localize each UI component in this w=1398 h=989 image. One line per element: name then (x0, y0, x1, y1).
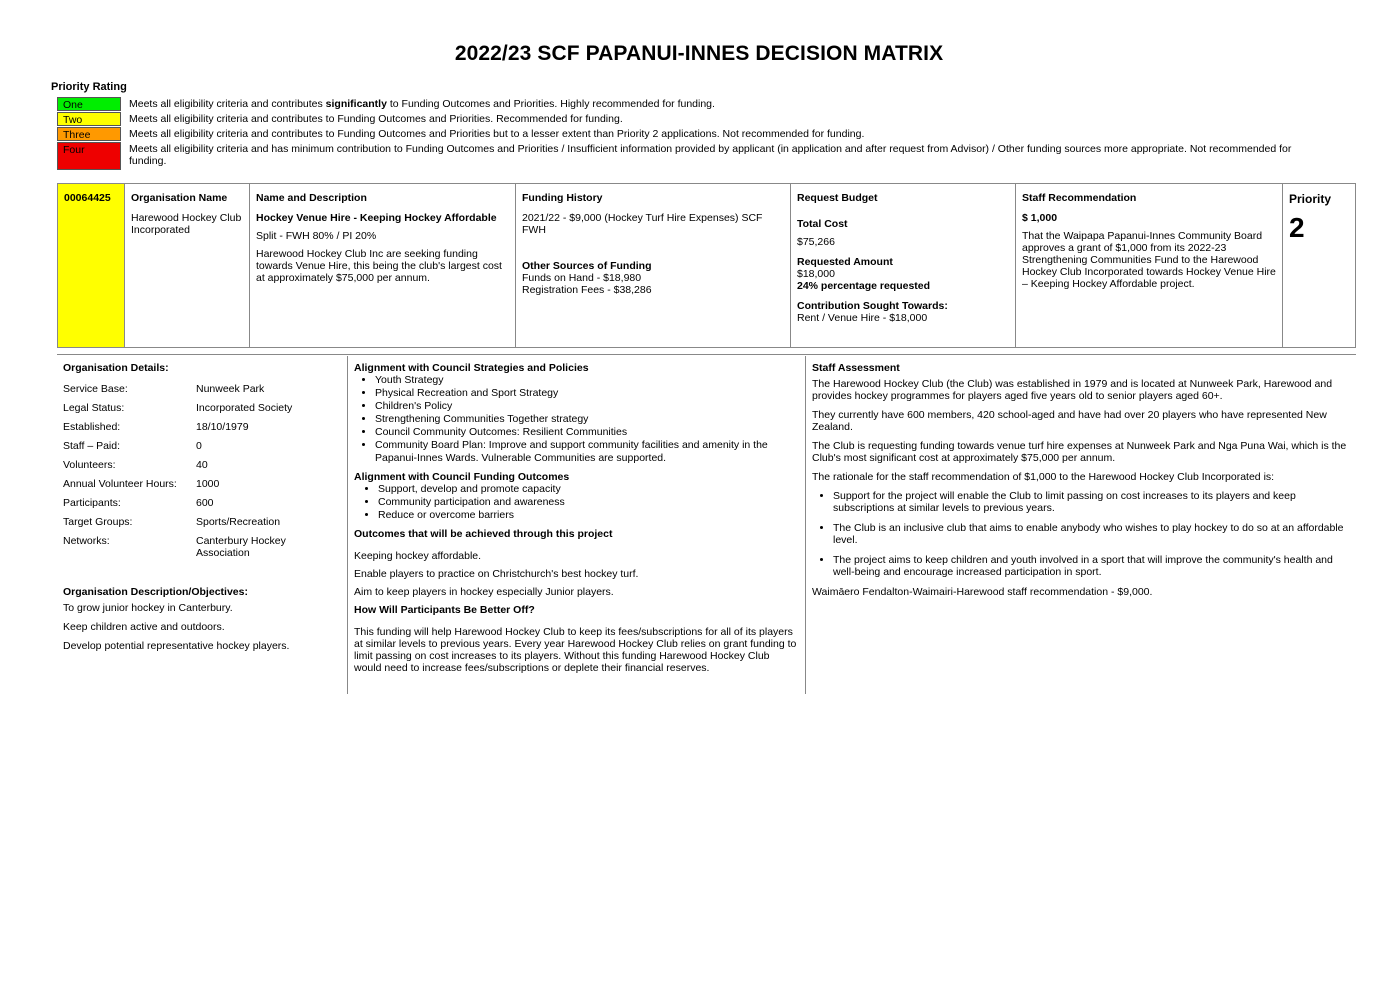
list-item: • Children's Policy (375, 400, 799, 413)
detail-value: 600 (196, 497, 214, 509)
funding-outcomes-heading: Alignment with Council Funding Outcomes (354, 471, 570, 483)
list-item: • Community Board Plan: Improve and support community facilities and amenity in the Papanui-Innes Wards. Vulnerable Communities are supported. (375, 439, 799, 465)
requested-amount-label: Requested Amount (797, 256, 893, 268)
percentage-requested: 24% percentage requested (797, 280, 931, 292)
assessment-paragraph: The rationale for the staff recommendation of $1,000 to the Harewood Hockey Club Incorporated is: (812, 471, 1275, 483)
objective-item: Keep children active and outdoors. (63, 621, 225, 633)
assessment-bullet: • Support for the project will enable the Club to limit passing on cost increases to its players and keep subscriptions at similar levels to previous years. (833, 490, 1350, 514)
request-budget-heading: Request Budget (797, 192, 878, 204)
assessment-paragraph: They currently have 600 members, 420 school-aged and have had over 20 players who have represented New Zealand. (812, 409, 1327, 433)
detail-label: Established: (63, 421, 121, 433)
staff-recommendation-cell (1016, 184, 1283, 347)
priority-value: 2 (1289, 212, 1305, 243)
recommended-amount: $ 1,000 (1022, 212, 1058, 224)
funding-split: Split - FWH 80% / PI 20% (256, 230, 377, 242)
staff-recommendation-heading: Staff Recommendation (1022, 192, 1137, 204)
detail-label: Annual Volunteer Hours: (63, 478, 177, 490)
organisation-name-cell (125, 184, 250, 347)
assessment-bullet: • The Club is an inclusive club that aims to enable anybody who wishes to play hockey to do so at an affordable level. (833, 522, 1350, 546)
other-funding-1: Funds on Hand - $18,980 (522, 272, 642, 284)
detail-value: 1000 (196, 478, 220, 490)
detail-label: Legal Status: (63, 402, 125, 414)
list-item: • Support, develop and promote capacity (378, 483, 799, 496)
list-item: • Strengthening Communities Together strategy (375, 413, 799, 426)
total-cost-label: Total Cost (797, 218, 848, 230)
staff-assessment-heading: Staff Assessment (812, 362, 900, 374)
detail-row (63, 459, 341, 471)
detail-value: Incorporated Society (196, 402, 293, 414)
staff-assessment-closing: Waimāero Fendalton-Waimairi-Harewood staff recommendation - $9,000. (812, 586, 1153, 598)
organisation-details-heading: Organisation Details: (63, 362, 169, 374)
total-cost-value: $75,266 (797, 236, 835, 248)
assessment-section (57, 356, 1356, 694)
priority-row-two (57, 112, 1317, 127)
detail-label: Volunteers: (63, 459, 116, 471)
project-description: Harewood Hockey Club Inc are seeking funding towards Venue Hire, this being the club's largest cost at approximately $75,000 per annum. (256, 248, 502, 284)
other-funding-heading: Other Sources of Funding (522, 260, 652, 272)
application-summary-table (57, 183, 1356, 348)
achieved-item: Enable players to practice on Christchurch's best hockey turf. (354, 568, 639, 580)
objective-item: To grow junior hockey in Canterbury. (63, 602, 233, 614)
request-budget-cell (791, 184, 1016, 347)
priority-desc-three: Meets all eligibility criteria and contributes to Funding Outcomes and Priorities but to a lesser extent than Priority 2 applications. Not recommended for funding. (129, 128, 865, 140)
list-item: • Youth Strategy (375, 374, 799, 387)
name-description-heading: Name and Description (256, 192, 367, 204)
priority-chip-one: One (57, 97, 121, 111)
assessment-paragraph: The Club is requesting funding towards venue turf hire expenses at Nunweek Park and Nga Puna Wai, which is the Club's most significant cost at approximately $75,000 per annum. (812, 440, 1347, 464)
strategies-heading: Alignment with Council Strategies and Policies (354, 362, 589, 374)
funding-history-cell (516, 184, 791, 347)
requested-amount-value: $18,000 (797, 268, 835, 280)
assessment-bullet: • The project aims to keep children and youth involved in a sport that will improve the community's health and well-being and encourage increased participation in sport. (833, 554, 1350, 578)
detail-value: Sports/Recreation (196, 516, 281, 528)
staff-assessment-paragraphs (812, 378, 1350, 483)
project-name: Hockey Venue Hire - Keeping Hockey Affordable (256, 212, 497, 224)
funding-outcomes-list (354, 483, 799, 522)
funding-history-value: 2021/22 - $9,000 (Hockey Turf Hire Expenses) SCF FWH (522, 212, 763, 236)
detail-row (63, 478, 341, 490)
list-item: • Council Community Outcomes: Resilient Communities (375, 426, 799, 439)
priority-row-three (57, 127, 1317, 142)
detail-row (63, 497, 341, 509)
staff-assessment-column (806, 356, 1356, 694)
detail-value: Nunweek Park (196, 383, 265, 395)
priority-desc-two: Meets all eligibility criteria and contributes to Funding Outcomes and Priorities. Recommended for funding. (129, 113, 623, 125)
section-divider (57, 354, 1356, 355)
detail-value: 40 (196, 459, 208, 471)
detail-label: Networks: (63, 535, 110, 547)
contribution-towards-value: Rent / Venue Hire - $18,000 (797, 312, 928, 324)
detail-row (63, 383, 341, 395)
recommendation-text: That the Waipapa Papanui-Innes Community Board approves a grant of $1,000 from its 2022-23 Strengthening Communities Fund to the Harewood Hockey Club Incorporated towards Hockey Venue Hire – Keeping Hockey Affordable project. (1022, 230, 1276, 290)
detail-label: Participants: (63, 497, 121, 509)
priority-desc-four: Meets all eligibility criteria and has minimum contribution to Funding Outcomes and Priorities / Insufficient information provided by applicant (in application and after request from Advisor) / Other funding sources more appropriate. Not recommended for funding. (129, 143, 1292, 167)
list-item: • Physical Recreation and Sport Strategy (375, 387, 799, 400)
priority-heading: Priority (1289, 192, 1332, 206)
achieved-heading: Outcomes that will be achieved through this project (354, 528, 613, 540)
detail-label: Service Base: (63, 383, 128, 395)
list-item: • Community participation and awareness (378, 496, 799, 509)
priority-chip-two: Two (57, 112, 121, 126)
priority-rating-legend (57, 97, 1317, 171)
detail-label: Staff – Paid: (63, 440, 121, 452)
achieved-item: Aim to keep players in hockey especially Junior players. (354, 586, 614, 598)
detail-row (63, 402, 341, 414)
detail-row (63, 440, 341, 452)
organisation-name-heading: Organisation Name (131, 192, 228, 204)
detail-value: 18/10/1979 (196, 421, 249, 433)
priority-chip-three: Three (57, 127, 121, 141)
organisation-name-value: Harewood Hockey Club Incorporated (131, 212, 242, 236)
other-funding-2: Registration Fees - $38,286 (522, 284, 652, 296)
objectives-list (63, 602, 341, 652)
achieved-list (354, 550, 799, 598)
organisation-details-list (63, 383, 341, 559)
detail-value: 0 (196, 440, 202, 452)
assessment-paragraph: The Harewood Hockey Club (the Club) was established in 1979 and is located at Nunweek Park, Harewood and provides hockey programmes for players aged five years old to senior players aged 60+. (812, 378, 1333, 402)
funding-history-heading: Funding History (522, 192, 603, 204)
detail-value: Canterbury Hockey Association (196, 535, 286, 559)
organisation-details-column (57, 356, 348, 694)
name-description-cell (250, 184, 516, 347)
strategies-list (354, 374, 799, 465)
priority-row-one (57, 97, 1317, 112)
achieved-item: Keeping hockey affordable. (354, 550, 482, 562)
staff-assessment-bullets (812, 490, 1350, 578)
priority-row-four (57, 142, 1317, 171)
page-title: 2022/23 SCF PAPANUI-INNES DECISION MATRIX (454, 42, 944, 65)
detail-row (63, 535, 341, 559)
list-item: • Reduce or overcome barriers (378, 509, 799, 522)
better-off-heading: How Will Participants Be Better Off? (354, 604, 535, 616)
priority-chip-four: Four (57, 142, 121, 170)
objective-item: Develop potential representative hockey players. (63, 640, 290, 652)
priority-rating-heading: Priority Rating (51, 81, 127, 93)
application-id: 00064425 (58, 184, 125, 347)
detail-row (63, 516, 341, 528)
priority-cell (1283, 184, 1355, 347)
priority-desc-one: Meets all eligibility criteria and contributes significantly to Funding Outcomes and Priorities. Highly recommended for funding. (129, 98, 715, 110)
organisation-description-heading: Organisation Description/Objectives: (63, 586, 248, 598)
detail-row (63, 421, 341, 433)
contribution-towards-label: Contribution Sought Towards: (797, 300, 948, 312)
better-off-text: This funding will help Harewood Hockey Club to keep its fees/subscriptions for all of its players at similar levels to previous years. Every year Harewood Hockey Club relies on grant funding to limit passing on cost increases to its players. Without this funding Harewood Hockey Club would need to increase fees/subscriptions or deplete their financial reserves. (354, 626, 797, 674)
detail-label: Target Groups: (63, 516, 133, 528)
alignment-column (348, 356, 806, 694)
